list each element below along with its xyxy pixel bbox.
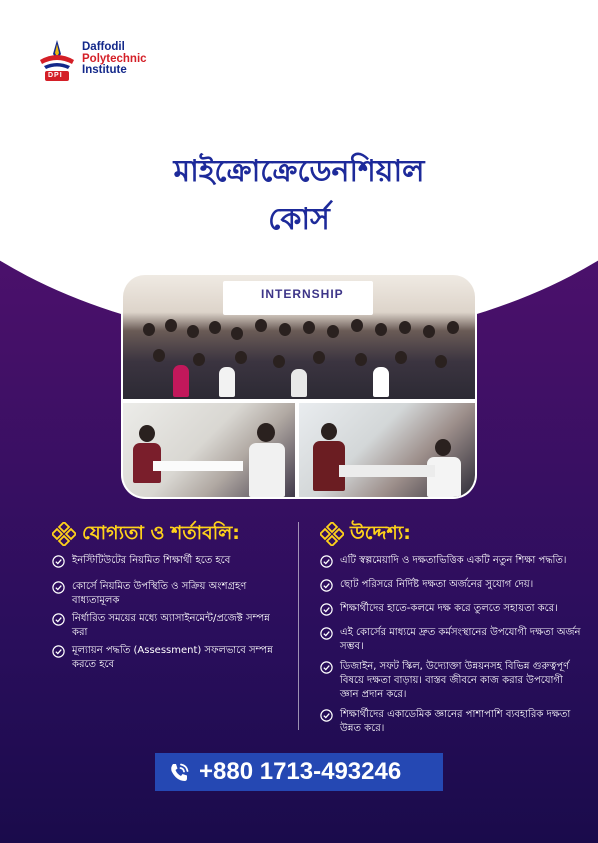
check-circle-icon (320, 603, 333, 616)
person-head (257, 423, 275, 442)
eligibility-item-text: ইনস্টিটিউটের নিয়মিত শিক্ষার্থী হতে হবে (72, 555, 231, 566)
person-body (173, 365, 189, 397)
registration-desk-photo (299, 403, 475, 497)
objective-item-text: এই কোর্সের মাধ্যমে দ্রুত কর্মসংস্থানের উপযোগী দক্ষতা অর্জন সম্ভব। (340, 627, 581, 652)
check-circle-icon (320, 555, 333, 568)
person-body (373, 367, 389, 397)
check-circle-icon (320, 627, 333, 640)
person-head (355, 353, 367, 366)
photo-collage (121, 273, 477, 499)
person-head (447, 321, 459, 334)
eligibility-item-text: মূল্যায়ন পদ্ধতি (Assessment) সফলভাবে সম্পন্ন করতে হবে (72, 645, 273, 670)
person-body (427, 457, 461, 497)
person-head (255, 319, 267, 332)
diamond-flower-icon (320, 522, 344, 546)
objective-item-text: ডিজাইন, সফট স্কিল, উদ্যোক্তা উন্নয়নসহ বিভিন্ন গুরুত্বপূর্ণ বিষয়ে দক্ষতা বাড়ায়। বাস্তব জীবনে কাজ করার উপযোগী জ্ঞান প্রদান করে। (340, 661, 570, 700)
person-body (219, 367, 235, 397)
objective-item-text: ছোট পরিসরে নির্দিষ্ট দক্ষতা অর্জনের সুযোগ দেয়। (340, 579, 534, 590)
person-head (351, 319, 363, 332)
person-head (187, 325, 199, 338)
desk (339, 465, 435, 477)
person-head (279, 323, 291, 336)
check-circle-icon (320, 661, 333, 674)
person-head (235, 351, 247, 364)
check-circle-icon (52, 581, 65, 594)
person-head (143, 323, 155, 336)
person-head (273, 355, 285, 368)
eligibility-section (52, 520, 288, 670)
logo-emblem-text: DPI (48, 72, 63, 79)
internship-banner-text: INTERNSHIP (261, 287, 344, 301)
logo-wordmark (82, 42, 147, 77)
person-head (139, 425, 155, 442)
person-head (153, 349, 165, 362)
person-head (327, 325, 339, 338)
eligibility-heading-row (52, 520, 288, 548)
person-head (423, 325, 435, 338)
person-head (435, 439, 451, 456)
check-circle-icon (52, 645, 65, 658)
phone-number[interactable]: +880 1713-493246 (199, 758, 402, 785)
eligibility-heading: যোগ্যতা ও শর্তাবলি: (82, 522, 240, 544)
person-head (231, 327, 243, 340)
check-circle-icon (320, 709, 333, 722)
person-head (209, 321, 221, 334)
objective-item-text: শিক্ষার্থীদের একাডেমিক জ্ঞানের পাশাপাশি ব্যবহারিক দক্ষতা উন্নত করে। (340, 709, 571, 734)
person-head (399, 321, 411, 334)
eligibility-item-text: কোর্সে নিয়মিত উপস্থিতি ও সক্রিয় অংশগ্রহণ বাধ্যতামূলক (72, 581, 247, 606)
person-body (291, 369, 307, 397)
person-head (193, 353, 205, 366)
person-head (313, 351, 325, 364)
objectives-heading: উদ্দেশ্য: (350, 522, 411, 544)
group-photo (123, 275, 475, 399)
check-circle-icon (320, 579, 333, 592)
students-at-desk-photo (123, 403, 295, 497)
objective-item-text: এটি স্বল্পমেয়াদি ও দক্ষতাভিত্তিক একটি নতুন শিক্ষা পদ্ধতি। (340, 555, 567, 566)
objectives-section (320, 520, 582, 734)
phone-call-icon (167, 761, 191, 785)
check-circle-icon (52, 613, 65, 626)
person-body (249, 443, 285, 497)
institute-logo[interactable] (36, 38, 176, 84)
person-head (303, 321, 315, 334)
logo-line-3: Institute (82, 64, 127, 76)
eligibility-item-text: নির্ধারিত সময়ের মধ্যে অ্যাসাইনমেন্ট/প্রজেক্ট সম্পন্ন করা (72, 613, 270, 638)
logo-line-2: Polytechnic (82, 52, 147, 65)
course-title-line-2: কোর্স (268, 202, 330, 237)
course-title (0, 148, 598, 244)
column-divider (298, 522, 299, 730)
logo-line-1: Daffodil (82, 41, 125, 53)
person-head (321, 423, 337, 440)
objectives-heading-row (320, 520, 582, 548)
check-circle-icon (52, 555, 65, 568)
course-title-line-1: মাইক্রোক্রেডেনশিয়াল (173, 154, 425, 189)
phone-contact-box[interactable] (155, 753, 443, 791)
diamond-flower-icon (52, 522, 76, 546)
person-head (435, 355, 447, 368)
person-head (375, 323, 387, 336)
desk (153, 461, 243, 471)
person-head (165, 319, 177, 332)
person-head (395, 351, 407, 364)
objective-item-text: শিক্ষার্থীদের হাতে-কলমে দক্ষ করে তুলতে সহায়তা করে। (340, 603, 558, 614)
